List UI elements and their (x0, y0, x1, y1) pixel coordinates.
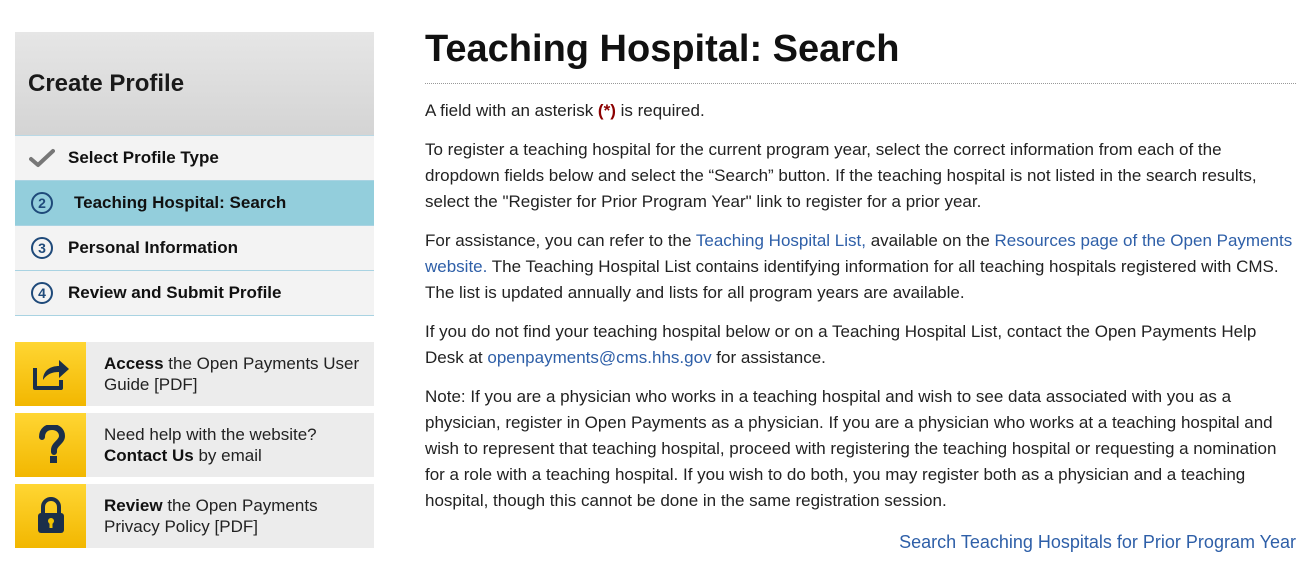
help-desk-email-link[interactable]: openpayments@cms.hhs.gov (487, 348, 712, 367)
assistance-paragraph: For assistance, you can refer to the Teaching Hospital List, available on the Resources page of the Open Payments website. The Teaching Hospital List contains identifying information for all teaching hospitals registered with CMS. The list is updated annually and lists for all program years are available. (425, 231, 1293, 302)
required-asterisk: (*) (597, 101, 616, 120)
step-number-icon: 2 (29, 190, 55, 216)
physician-note: Note: If you are a physician who works in a teaching hospital and wish to see data associated with you as a physician, register in Open Payments as a physician. If you are a physician who works at a teaching hospital and wish to represent that teaching hospital, proceed with registering the teaching hospital or requesting a nomination for a role with a teaching hospital. If you wish to do both, you may register both as a physician and a teaching hospital, though this cannot be done in the same registration session. (425, 387, 1277, 510)
resources-page-link[interactable]: Resources page of the Open Payments website. (425, 231, 1293, 276)
create-profile-header (15, 32, 374, 136)
lock-icon (15, 484, 86, 548)
main-content (425, 28, 1296, 514)
step-number-icon: 3 (29, 235, 55, 261)
step-label: Select Profile Type (68, 148, 219, 167)
step-label: Personal Information (68, 238, 239, 257)
privacy-policy-card[interactable] (15, 484, 374, 548)
contact-us-card[interactable] (15, 413, 374, 477)
user-guide-card[interactable] (15, 342, 374, 406)
profile-steps-list (15, 136, 374, 316)
step-review-submit-profile[interactable] (15, 271, 374, 316)
step-label: Teaching Hospital: Search (74, 193, 287, 212)
register-instructions: To register a teaching hospital for the current program year, select the correct information from each of the dropdown fields below and select the “Search” button. If the teaching hospital is not listed in the search results, select the "Register for Prior Program Year" link to register for a prior year. (425, 140, 1257, 211)
page-title: Teaching Hospital: Search (425, 28, 1296, 84)
step-teaching-hospital-search[interactable] (15, 181, 374, 226)
create-profile-title: Create Profile (28, 69, 185, 97)
contact-us-text: Need help with the website? Contact Us by email (104, 425, 317, 465)
prior-program-year-link[interactable]: Search Teaching Hospitals for Prior Program Year (899, 532, 1296, 552)
step-personal-information[interactable] (15, 226, 374, 271)
required-field-note: A field with an asterisk (*) is required. (425, 101, 705, 120)
profile-steps-sidebar (15, 32, 374, 316)
user-guide-text: Access the Open Payments User Guide [PDF] (104, 354, 360, 394)
share-icon (15, 342, 86, 406)
privacy-policy-text: Review the Open Payments Privacy Policy [PDF] (104, 496, 318, 536)
question-icon (15, 413, 86, 477)
teaching-hospital-list-link[interactable]: Teaching Hospital List, (695, 231, 866, 250)
checkmark-icon (29, 145, 55, 171)
contact-paragraph: If you do not find your teaching hospital below or on a Teaching Hospital List, contact the Open Payments Help Desk at openpayments@cms.hhs.gov for assistance. (425, 322, 1257, 367)
step-select-profile-type[interactable] (15, 136, 374, 181)
step-number-icon: 4 (29, 280, 55, 306)
step-label: Review and Submit Profile (68, 283, 282, 302)
